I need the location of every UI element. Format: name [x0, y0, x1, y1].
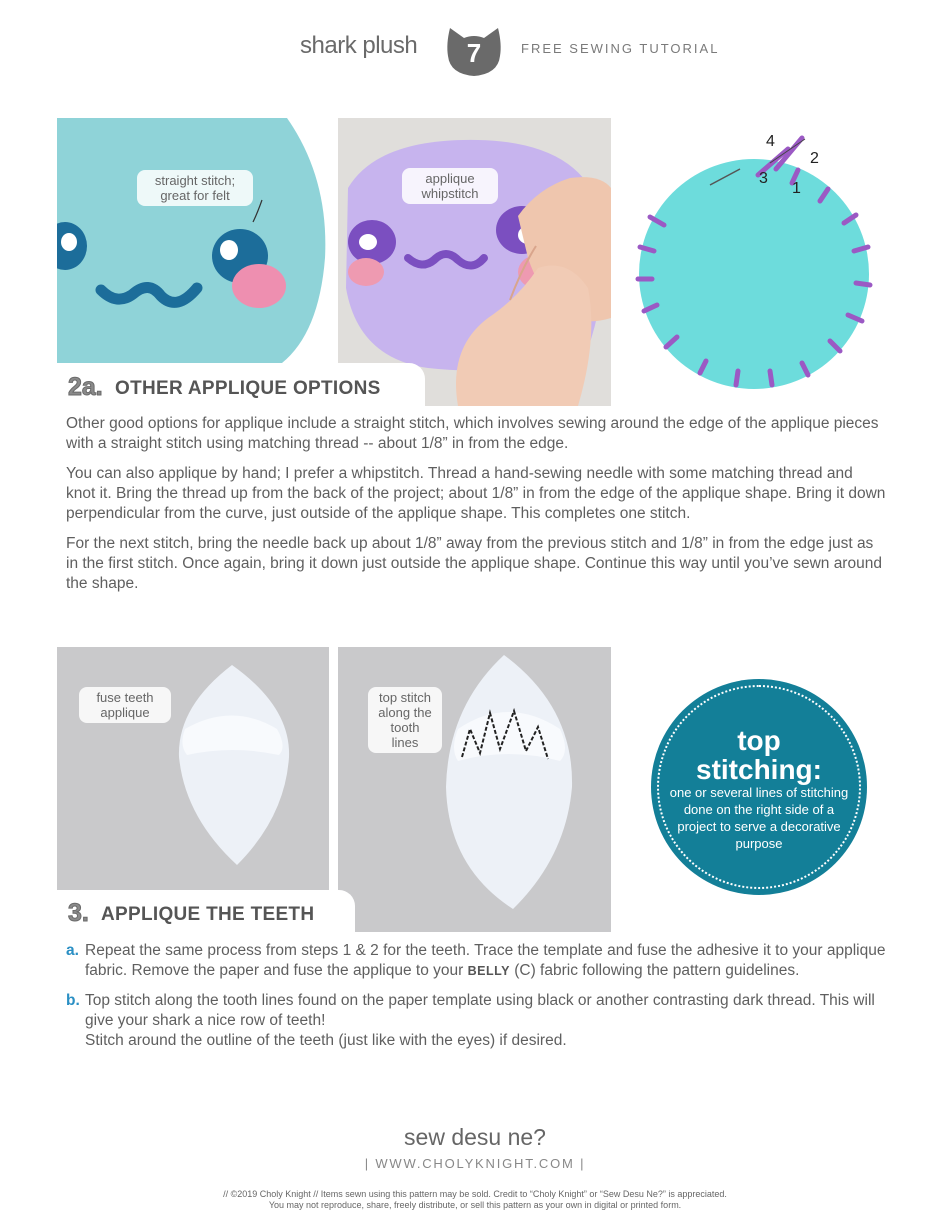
- step-3-item-b: [66, 991, 886, 1051]
- step-2a-title: OTHER APPLIQUE OPTIONS: [115, 378, 381, 399]
- footer-legal-line-2: You may not reproduce, share, freely distribute, or sell this pattern as your own in digital or printed form.: [268, 1200, 682, 1210]
- photo-straight-stitch: [57, 118, 329, 363]
- info-circle-title-1: top: [737, 725, 781, 756]
- step-2a-body: [66, 414, 886, 604]
- label-whipstitch: applique whipstitch: [402, 168, 498, 204]
- info-circle-top-stitching: [651, 679, 867, 895]
- header-subtitle: FREE SEWING TUTORIAL: [521, 41, 720, 56]
- info-circle-title-2: stitching:: [696, 754, 822, 785]
- diagram-number-3: 3: [759, 170, 768, 187]
- label-fuse-teeth: fuse teeth applique: [79, 687, 171, 723]
- label-straight-stitch: straight stitch; great for felt: [137, 170, 253, 206]
- tooth-applique-illustration: [57, 647, 329, 890]
- diagram-number-2: 2: [810, 150, 819, 167]
- step-2a-number: 2a.: [68, 373, 103, 401]
- whipstitch-diagram: [630, 125, 890, 405]
- item-b-text-2: Stitch around the outline of the teeth (just like with the eyes) if desired.: [85, 1032, 567, 1049]
- felt-face-illustration: [57, 118, 329, 363]
- step-2a-header: [57, 363, 425, 407]
- item-b-marker: b.: [66, 992, 80, 1009]
- diagram-number-1: 1: [792, 180, 801, 197]
- page-number-badge: [444, 24, 504, 78]
- step-3-header: [57, 890, 355, 934]
- photo-fuse-teeth: [57, 647, 329, 890]
- step-2a-paragraph-3: For the next stitch, bring the needle back up about 1/8” away from the previous stitch and 1/8” in from the edge just as in the first stitch. Once again, bring it down just outside the applique shape. Continue this way until you’ve sewn around the shape.: [66, 535, 882, 592]
- footer-legal: [0, 1189, 950, 1211]
- photo-top-stitch: [338, 647, 611, 932]
- diagram-circle: [639, 159, 869, 389]
- item-a-belly: BELLY: [467, 964, 510, 978]
- footer-url[interactable]: | WWW.CHOLYKNIGHT.COM |: [364, 1156, 586, 1171]
- step-3-list: [66, 941, 886, 1061]
- label-top-stitch: top stitch along the tooth lines: [368, 687, 442, 753]
- item-a-text-before: Repeat the same process from steps 1 & 2 for the teeth. Trace the template and fuse the adhesive it to your applique fabric. Remove the paper and fuse the applique to your: [85, 942, 886, 979]
- item-b-text-1: Top stitch along the tooth lines found on the paper template using black or another contrasting dark thread. This will give your shark a nice row of teeth!: [85, 992, 875, 1029]
- item-a-text-after: (C) fabric following the pattern guidelines.: [514, 962, 800, 979]
- item-a-marker: a.: [66, 942, 79, 959]
- step-3-title: APPLIQUE THE TEETH: [101, 904, 315, 925]
- step-2a-paragraph-2: You can also applique by hand; I prefer a whipstitch. Thread a hand-sewing needle with some matching thread and knot it. Bring the thread up from the back of the project; about 1/8” in from the edge of the applique shape. Bring it down perpendicular from the curve, just outside of the applique shape. This completes one stitch.: [66, 465, 886, 522]
- footer-legal-line-1: // ©2019 Choly Knight // Items sewn using this pattern may be sold. Credit to “Choly Knight” or “Sew Desu Ne?” is appreciated.: [223, 1189, 727, 1199]
- header-title: shark plush: [300, 32, 418, 59]
- step-3-item-a: [66, 941, 886, 981]
- info-circle-body: one or several lines of stitching done on the right side of a project to serve a decorative purpose: [669, 785, 849, 851]
- page-number: 7: [466, 38, 482, 68]
- diagram-number-4: 4: [766, 133, 775, 150]
- step-3-number: 3.: [68, 899, 89, 927]
- footer-brand: sew desu ne?: [404, 1124, 546, 1150]
- step-2a-paragraph-1: Other good options for applique include a straight stitch, which involves sewing around the edge of the applique pieces with a straight stitch using matching thread -- about 1/8” in from the edge.: [66, 415, 879, 452]
